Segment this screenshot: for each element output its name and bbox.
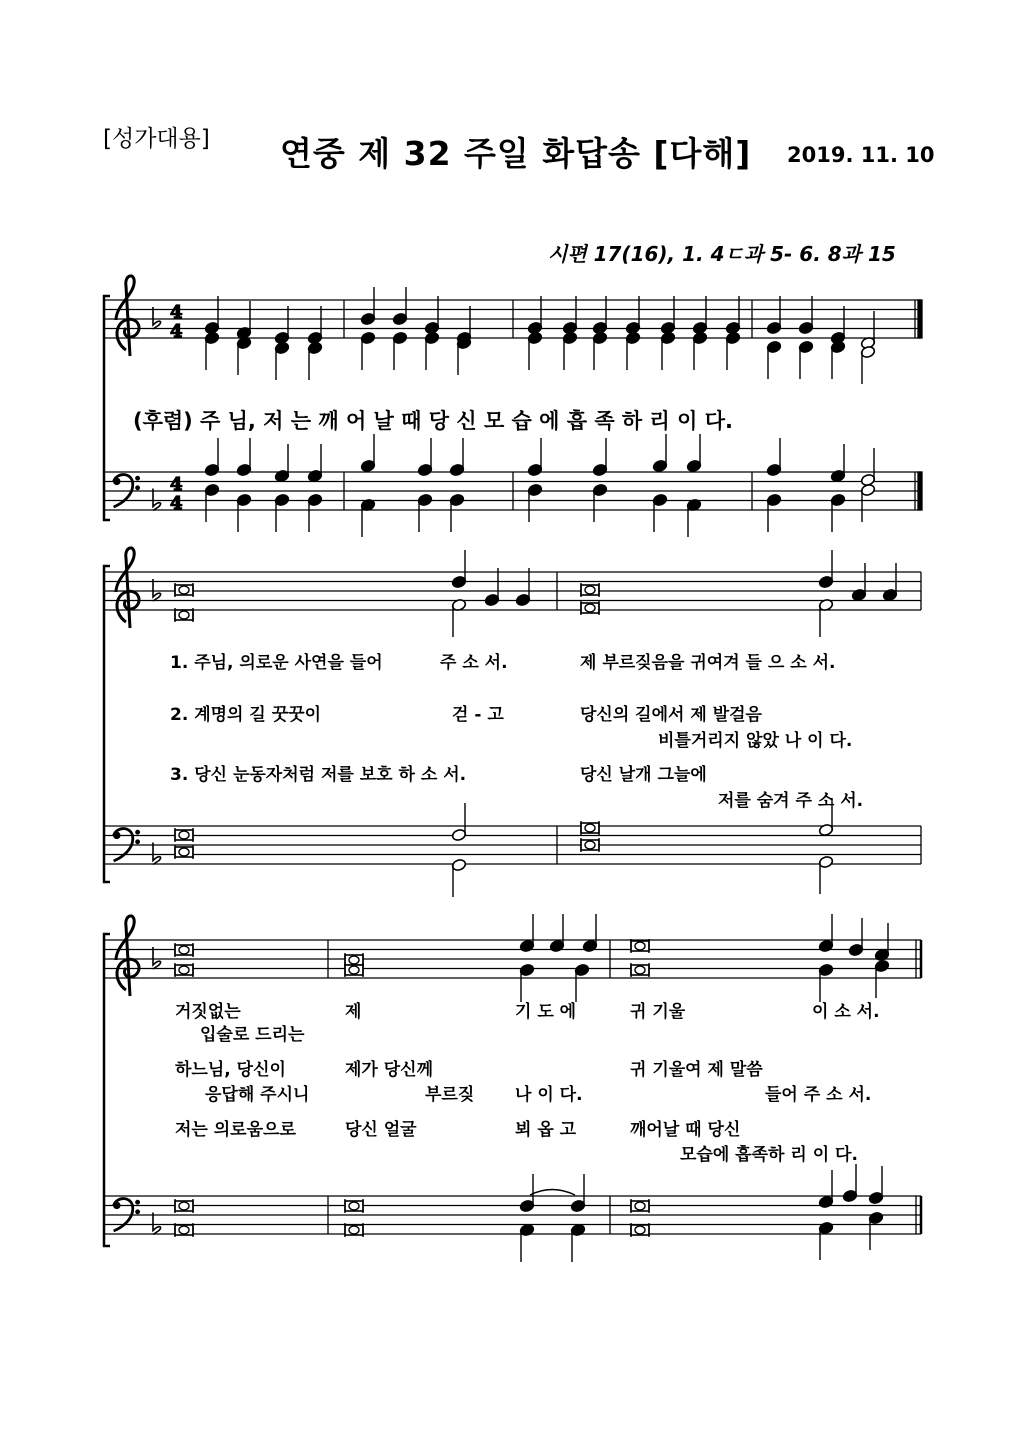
verse2-a: 2. 계명의 길 꿋꿋이	[170, 705, 321, 725]
verse2-b: 걷 - 고	[452, 705, 504, 725]
refrain-label: (후렴)	[133, 409, 193, 433]
breve-head	[179, 966, 189, 974]
s3-l2-b2: 부르짖	[425, 1085, 475, 1105]
s3-l3-b: 당신 얼굴	[345, 1120, 417, 1140]
flat-sign	[153, 579, 161, 601]
treble-staff-3	[105, 916, 921, 996]
s3-l2-a2: 응답해 주시니	[205, 1085, 310, 1105]
s3-l3-d: 깨어날 때 당신	[630, 1120, 741, 1140]
breve-head	[179, 611, 189, 619]
tie	[530, 1190, 575, 1196]
s3-l3-c: 뵈 옵 고	[515, 1120, 577, 1140]
time-sig-bottom: 4	[170, 493, 183, 514]
system-bracket	[104, 934, 110, 1246]
treble-clef	[116, 276, 139, 356]
breve-head	[179, 831, 189, 839]
s3-l2-a: 하느님, 당신이	[175, 1060, 286, 1080]
choir-tag: [성가대용]	[103, 126, 210, 152]
s3-l2-d: 귀 기울여 제 말씀	[630, 1060, 763, 1080]
breve-head	[349, 956, 359, 964]
verse3-a: 3. 당신 눈동자처럼 저를 보호 하 소 서.	[170, 765, 467, 785]
breve-head	[349, 966, 359, 974]
system-bracket	[104, 296, 110, 520]
s3-l1-a2: 입술로 드리는	[200, 1025, 305, 1045]
breve-head	[585, 841, 595, 849]
breve-head	[179, 1226, 189, 1234]
flat-sign	[153, 843, 161, 865]
breve-head	[179, 586, 189, 594]
s3-l2-c: 나 이 다.	[515, 1085, 583, 1105]
time-sig-top: 4	[170, 302, 183, 323]
s3-l1-e: 이 소 서.	[812, 1002, 880, 1022]
treble-staff-1	[105, 276, 922, 356]
breve-head	[179, 946, 189, 954]
verse1-b: 주 소 서.	[440, 653, 508, 673]
breve-head	[585, 586, 595, 594]
verse2-c: 당신의 길에서 제 발걸음	[580, 705, 762, 725]
flat-sign	[153, 307, 161, 329]
final-barline	[918, 472, 922, 510]
bass-staff-2	[105, 826, 921, 865]
s3-l3-a: 저는 의로움으로	[175, 1120, 296, 1140]
breve-head	[179, 1202, 189, 1210]
bass-staff-1	[105, 472, 922, 514]
flat-sign	[153, 489, 161, 511]
s3-l3-e: 모습에 흡족하 리 이 다.	[680, 1145, 858, 1165]
breve-head	[635, 1202, 645, 1210]
verse1-c: 제 부르짖음을 귀여겨 들 으 소 서.	[580, 653, 836, 673]
flat-sign	[153, 947, 161, 969]
verse3-c: 당신 날개 그늘에	[580, 765, 707, 785]
bass-staff-3	[105, 1196, 921, 1235]
breve-head	[635, 966, 645, 974]
refrain-text: 주 님, 저 는 깨 어 날 때 당 신 모 습 에 흡 족 하 리 이 다.	[200, 409, 733, 433]
treble-staff-2	[105, 548, 921, 628]
s3-l2-e: 들어 주 소 서.	[765, 1085, 872, 1105]
s3-l1-d: 귀 기울	[630, 1002, 686, 1022]
breve-head	[349, 1226, 359, 1234]
treble-clef	[116, 916, 139, 996]
time-sig-top: 4	[170, 474, 183, 495]
page-title: 연중 제 32 주일 화답송 [다해]	[280, 134, 752, 173]
final-barline	[918, 300, 922, 338]
breve-head	[635, 942, 645, 950]
s3-l1-c: 기 도 에	[515, 1002, 577, 1022]
breve-head	[635, 1226, 645, 1234]
s3-l1-a: 거짓없는	[175, 1002, 241, 1022]
system-bracket	[104, 566, 110, 882]
s3-l1-b: 제	[345, 1002, 362, 1022]
psalm-reference: 시편 17(16), 1. 4ㄷ과 5- 6. 8과 15	[548, 242, 896, 266]
date: 2019. 11. 10	[787, 143, 935, 167]
verse3-d: 저를 숨겨 주 소 서.	[718, 791, 864, 811]
breve-head	[585, 824, 595, 832]
breve-head	[585, 604, 595, 612]
breve-head	[179, 848, 189, 856]
s3-l2-b: 제가 당신께	[345, 1060, 434, 1080]
verse2-d: 비틀거리지 않았 나 이 다.	[658, 731, 853, 751]
breve-head	[349, 1202, 359, 1210]
verse1-a: 1. 주님, 의로운 사연을 들어	[170, 653, 383, 673]
time-sig-bottom: 4	[170, 321, 183, 342]
flat-sign	[153, 1213, 161, 1235]
treble-clef	[116, 548, 139, 628]
